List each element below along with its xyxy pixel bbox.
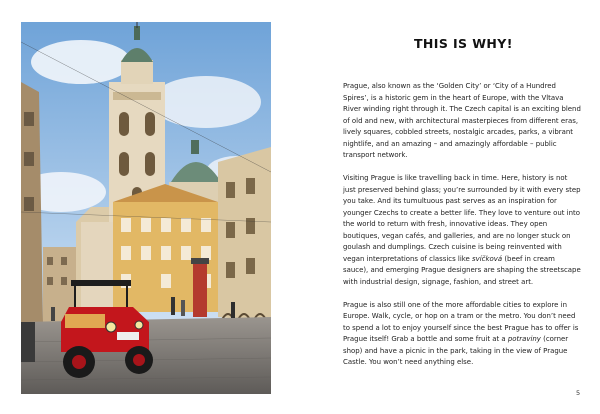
paragraph-affordable-text-b: (corner shop) and have a picnic in the park, taking in the view of Prague Castle. You won’t need anything else.: [343, 335, 569, 366]
paragraph-history: [343, 173, 581, 288]
paragraph-affordable-italic: potraviny: [507, 335, 541, 343]
paragraph-history-text-b: (beef in cream sauce), and emerging Prague designers are shaping the streetscape with industrial design, signage, fashion, and street art.: [343, 254, 581, 286]
paragraph-history-italic: svíčková: [472, 254, 503, 263]
paragraph-affordable: [343, 300, 581, 369]
article-body: [343, 81, 581, 380]
paragraph-history-text-a: Visiting Prague is like travelling back in time. Here, history is not just preserved behind glass; you’re surrounded by it with every step you take. And its tumultuous past serves as an inspiration for younger Czechs to create a better life. They love to venture out into the world to return with fresh, innovative ideas. They open boutiques, vegan cafés, and galleries, and are no longer stuck on goulash and dumplings. Czech cuisine is being reinvented with vegan interpretations of classics like: [343, 174, 581, 263]
page-number: 5: [576, 389, 581, 397]
paragraph-intro: [343, 81, 581, 162]
paragraph-affordable-text-a: Prague is also still one of the more affordable cities to explore in Europe. Walk, cycle, or hop on a tram or the metro. You don’t need to spend a lot to enjoy yourself since the best Prague has to offer is Prague itself! Grab a bottle and some fruit at a: [343, 300, 579, 343]
paragraph-intro-text: Prague, also known as the ‘Golden City’ or ‘City of a Hundred Spires’, is a historic gem in the heart of Europe, with the Vltava River winding right through it. The Czech capital is an exciting blend of old and new, with architectural masterpieces from different eras, lively squares, cobbled streets, nostalgic arcades, parks, a vibrant nightlife, and an amazing – and amazingly affordable – public transport network.: [343, 82, 581, 159]
prague-street-photo: [21, 22, 271, 394]
page-title: THIS IS WHY!: [414, 36, 513, 51]
